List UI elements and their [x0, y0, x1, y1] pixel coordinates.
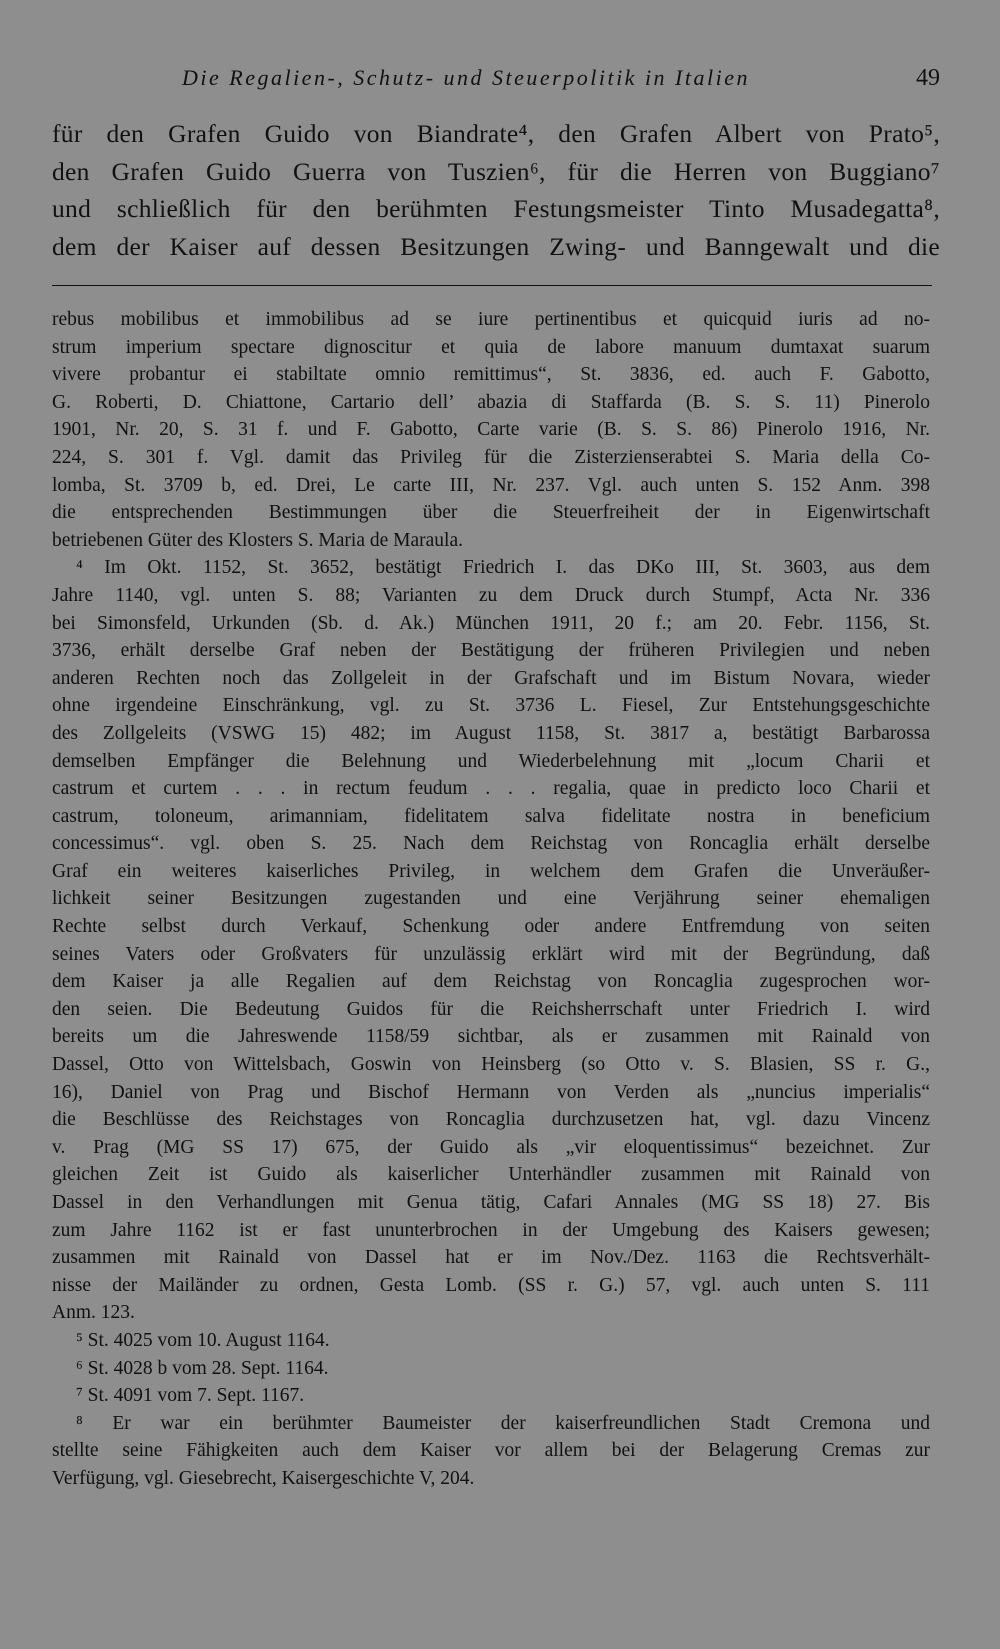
footnote-line: 1901, Nr. 20, S. 31 f. und F. Gabotto, Carte varie (B. S. S. 86) Pinerolo 1916, Nr. [52, 419, 930, 441]
footnote-line: den seien. Die Bedeutung Guidos für die Reichsherrschaft unter Friedrich I. wird [52, 998, 930, 1020]
footnotes [52, 306, 930, 1493]
footnote-line: die entsprechenden Bestimmungen über die Steuerfreiheit der in Eigenwirtschaft [52, 502, 930, 524]
main-text-line: den Grafen Guido Guerra von Tuszien⁶, für die Herren von Buggiano⁷ [52, 156, 940, 186]
footnote-6 [52, 1355, 930, 1383]
running-head [52, 58, 940, 98]
footnote-line: Dassel in den Verhandlungen mit Genua tätig, Cafari Annales (MG SS 18) 27. Bis [52, 1192, 930, 1213]
main-text [52, 115, 940, 265]
footnote-line: concessimus“. vgl. oben S. 25. Nach dem Reichstag von Roncaglia erhält derselbe [52, 833, 930, 855]
footnote-line: bei Simonsfeld, Urkunden (Sb. d. Ak.) München 1911, 20 f.; am 20. Febr. 1156, St. [52, 612, 930, 634]
footnote-line: anderen Rechten noch das Zollgeleit in der Grafschaft und im Bistum Novara, wieder [52, 667, 930, 689]
footnote-line: dem Kaiser ja alle Regalien auf dem Reichstag von Roncaglia zugesprochen wor- [52, 971, 930, 993]
footnote-line: 3736, erhält derselbe Graf neben der Bestätigung der früheren Privilegien und neben [52, 640, 930, 662]
footnote-line: ⁴ Im Okt. 1152, St. 3652, bestätigt Friedrich I. das DKo III, St. 3603, aus dem [76, 557, 930, 579]
page-number: 49 [916, 65, 940, 91]
footnote-line: Verfügung, vgl. Giesebrecht, Kaisergeschichte V, 204. [52, 1467, 475, 1489]
footnote-separator-rule [52, 285, 932, 286]
footnote-line: lomba, St. 3709 b, ed. Drei, Le carte III, Nr. 237. Vgl. auch unten S. 152 Anm. 398 [52, 474, 930, 496]
footnote-line: G. Roberti, D. Chiattone, Cartario dell’ abazia di Staffarda (B. S. S. 11) Pinerolo [52, 391, 930, 413]
footnote-continued [52, 306, 930, 554]
footnote-line: lichkeit seiner Besitzungen zugestanden und eine Verjährung seiner ehemaligen [52, 888, 930, 910]
footnote-8 [52, 1410, 930, 1493]
footnote-line: v. Prag (MG SS 17) 675, der Guido als „vir eloquentissimus“ bezeichnet. Zur [52, 1136, 930, 1158]
footnote-line: rebus mobilibus et immobilibus ad se iure pertinentibus et quicquid iuris ad no- [52, 309, 930, 330]
main-text-line: und schließlich für den berühmten Festungsmeister Tinto Musadegatta⁸, [52, 194, 940, 223]
footnote-line: Graf ein weiteres kaiserliches Privileg, in welchem dem Grafen die Unveräußer- [52, 860, 930, 882]
footnote-line: Jahre 1140, vgl. unten S. 88; Varianten zu dem Druck durch Stumpf, Acta Nr. 336 [52, 584, 930, 606]
footnote-line: ⁸ Er war ein berühmter Baumeister der kaiserfreundlichen Stadt Cremona und [76, 1412, 930, 1434]
footnote-line: seines Vaters oder Großvaters für unzulässig erklärt wird mit der Begründung, daß [52, 943, 930, 965]
footnote-4 [52, 554, 930, 1327]
footnote-line: betriebenen Güter des Klosters S. Maria de Maraula. [52, 529, 463, 551]
footnote-line: ⁷ St. 4091 vom 7. Sept. 1167. [76, 1385, 305, 1407]
footnote-line: des Zollgeleits (VSWG 15) 482; im August 1158, St. 3817 a, bestätigt Barbarossa [52, 722, 930, 744]
footnote-line: strum imperium spectare dignoscitur et quia de labore manuum dumtaxat suarum [52, 336, 930, 358]
main-text-line: dem der Kaiser auf dessen Besitzungen Zwing- und Banngewalt und die [52, 231, 940, 261]
footnote-line: demselben Empfänger die Belehnung und Wiederbelehnung mit „locum Charii et [52, 750, 930, 772]
footnote-line: bereits um die Jahreswende 1158/59 sichtbar, als er zusammen mit Rainald von [52, 1026, 930, 1048]
footnote-line: castrum et curtem . . . in rectum feudum . . . regalia, quae in predicto loco Charii et [52, 778, 930, 800]
footnote-line: Anm. 123. [52, 1302, 135, 1324]
footnote-line: Dassel, Otto von Wittelsbach, Goswin von Heinsberg (so Otto v. S. Blasien, SS r. G., [52, 1054, 930, 1076]
footnote-line: ⁵ St. 4025 vom 10. August 1164. [76, 1329, 330, 1351]
running-title: Die Regalien-, Schutz- und Steuerpolitik in Italien [181, 65, 750, 90]
footnote-line: gleichen Zeit ist Guido als kaiserlicher Unterhändler zusammen mit Rainald von [52, 1164, 930, 1186]
footnote-line: Rechte selbst durch Verkauf, Schenkung oder andere Entfremdung von seiten [52, 916, 930, 938]
footnote-line: castrum, toloneum, arimanniam, fidelitatem salva fidelitate nostra in beneficium [52, 805, 930, 827]
footnote-7 [52, 1382, 930, 1410]
footnote-line: zum Jahre 1162 ist er fast ununterbrochen in der Umgebung des Kaisers gewesen; [52, 1219, 930, 1241]
footnote-5 [52, 1327, 930, 1355]
footnote-line: 16), Daniel von Prag und Bischof Hermann von Verden als „nuncius imperialis“ [52, 1081, 930, 1103]
footnote-line: vivere probantur ei stabiltate omnio remittimus“, St. 3836, ed. auch F. Gabotto, [52, 364, 930, 386]
footnote-line: 224, S. 301 f. Vgl. damit das Privileg für die Zisterzienserabtei S. Maria della Co- [52, 446, 930, 468]
main-text-line: für den Grafen Guido von Biandrate⁴, den Grafen Albert von Prato⁵, [52, 119, 940, 148]
footnote-line: stellte seine Fähigkeiten auch dem Kaiser vor allem bei der Belagerung Cremas zur [52, 1440, 930, 1462]
footnote-line: nisse der Mailänder zu ordnen, Gesta Lomb. (SS r. G.) 57, vgl. auch unten S. 111 [52, 1274, 930, 1296]
footnote-line: zusammen mit Rainald von Dassel hat er im Nov./Dez. 1163 die Rechtsverhält- [52, 1247, 930, 1269]
footnote-line: ⁶ St. 4028 b vom 28. Sept. 1164. [76, 1357, 329, 1379]
footnote-line: die Beschlüsse des Reichstages von Roncaglia durchzusetzen hat, vgl. dazu Vincenz [52, 1109, 930, 1131]
footnote-line: ohne irgendeine Einschränkung, vgl. zu St. 3736 L. Fiesel, Zur Entstehungsgeschichte [52, 695, 930, 717]
